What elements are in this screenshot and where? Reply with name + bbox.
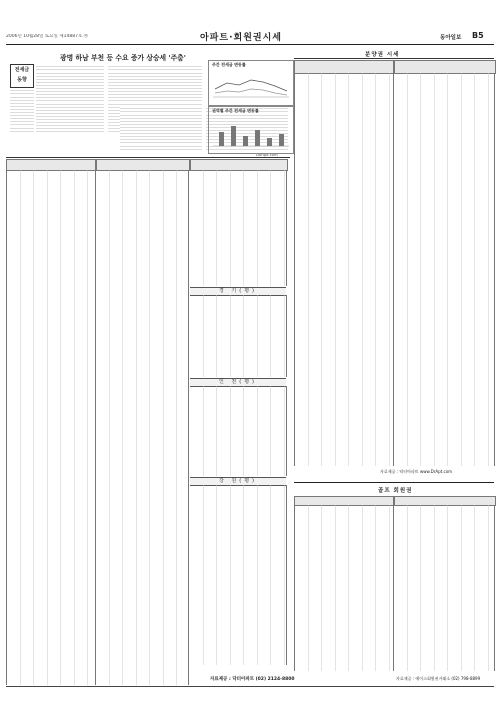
golf-column-2: [394, 505, 495, 671]
masthead-rule: [6, 44, 494, 45]
article-kicker-box: [10, 64, 34, 88]
date-issue: 2006년 10월28일 토요일 제14887호 ㉮: [6, 34, 89, 39]
section-gyeonggi: 경 기(평): [190, 287, 286, 296]
page-bottom-rule: [6, 686, 494, 687]
section-incheon: 인 천(평): [190, 378, 286, 387]
left-price-column-3b: [190, 295, 287, 377]
paper-name: 동아일보: [440, 35, 462, 41]
left-price-column-3a: [190, 170, 287, 286]
right-price-column-2: [394, 73, 495, 466]
source-golf: 자료제공 : 에이스회원권거래소 (02) 798-8899: [396, 676, 481, 681]
section-gangwon: 강 원(평): [190, 477, 286, 486]
article-headline: 광명 하남 부천 등 수요 증가 상승세 '주춤': [60, 54, 186, 62]
chart-top-title: 주간 전세금 변동률: [212, 62, 246, 67]
section-golf-title: 골프 회원권: [378, 488, 413, 494]
chart-bottom-plot: [209, 114, 293, 152]
article-body-col1b: [10, 88, 34, 132]
article-kicker-1: 전세금: [14, 67, 30, 73]
article-body-col1: [36, 64, 104, 132]
article-byline: Donga.com: [256, 152, 278, 157]
right-table-head-1: [294, 60, 394, 74]
left-table-top-rule: [6, 157, 290, 158]
section-title: 아파트·회원권시세: [200, 33, 282, 43]
source-right-top: 자료제공 : 닥터아파트 www.DrApt.com: [380, 469, 453, 474]
chart-bottom-title: 권역별 주간 전세금 변동률: [212, 108, 259, 113]
left-price-column-1: [6, 170, 96, 685]
chart-top: [208, 60, 294, 106]
right-price-column-1: [294, 73, 394, 466]
section-bunyang-title: 분양권 시세: [365, 52, 400, 58]
source-left: 자료제공 : 닥터아파트 (02) 2124-8800: [210, 677, 295, 682]
chart-bottom: [208, 106, 294, 154]
golf-top-rule: [294, 482, 494, 483]
left-price-column-3d: [190, 485, 287, 665]
chart-top-plot: [209, 69, 293, 105]
page-number: B5: [472, 31, 484, 40]
left-price-column-2: [96, 170, 189, 685]
article-kicker-2: 동향: [17, 77, 27, 83]
golf-column-1: [294, 505, 394, 671]
article-body-col4: [120, 106, 202, 150]
right-table-top-rule: [294, 58, 494, 59]
right-table-head-2: [394, 60, 496, 74]
left-price-column-3c: [190, 386, 287, 476]
